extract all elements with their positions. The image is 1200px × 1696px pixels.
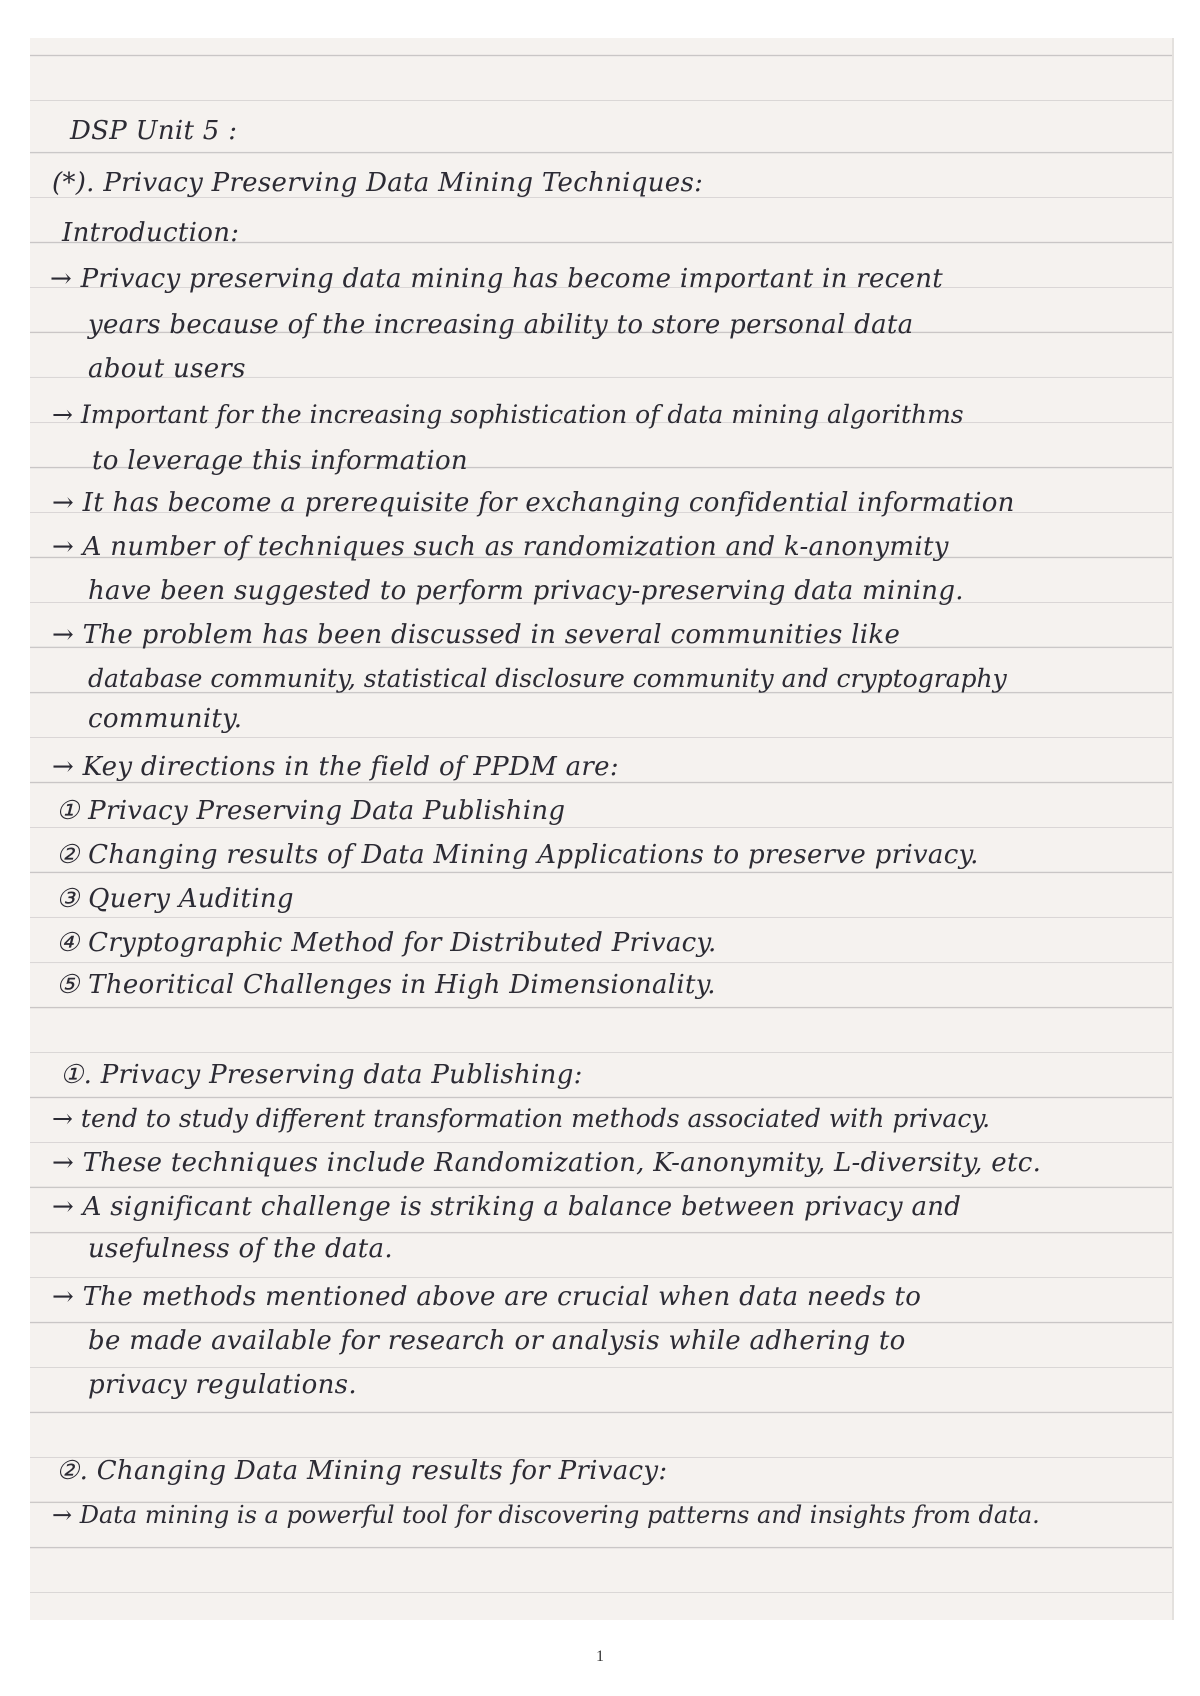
direction-item: ② Changing results of Data Mining Applications to preserve privacy.	[56, 840, 979, 870]
intro-line: community.	[88, 704, 243, 734]
section-line: → These techniques include Randomization, K-anonymity, L-diversity, etc.	[52, 1148, 1042, 1178]
intro-line: database community, statistical disclosure community and cryptography	[88, 664, 1007, 693]
notebook-page	[30, 38, 1174, 1620]
section-heading: ②. Changing Data Mining results for Privacy:	[56, 1456, 668, 1486]
section-line: → A significant challenge is striking a balance between privacy and	[52, 1192, 962, 1222]
section-line: privacy regulations.	[88, 1370, 357, 1400]
handwritten-notes	[30, 38, 1172, 1620]
intro-line: → Important for the increasing sophistication of data mining algorithms	[52, 400, 964, 429]
intro-line: have been suggested to perform privacy-preserving data mining.	[88, 576, 964, 606]
direction-item: ③ Query Auditing	[56, 884, 294, 914]
intro-line: → A number of techniques such as randomization and k-anonymity	[52, 532, 949, 562]
intro-line: to leverage this information	[92, 446, 468, 476]
intro-line: years because of the increasing ability to store personal data	[88, 310, 914, 340]
page-title: (*). Privacy Preserving Data Mining Techniques:	[52, 168, 704, 198]
section-line: → tend to study different transformation methods associated with privacy.	[52, 1104, 991, 1133]
direction-item: ① Privacy Preserving Data Publishing	[56, 796, 566, 826]
intro-line: about users	[88, 354, 246, 384]
section-line: usefulness of the data.	[88, 1234, 393, 1264]
section-heading: ①. Privacy Preserving data Publishing:	[60, 1060, 583, 1090]
section-line: → The methods mentioned above are crucial when data needs to	[52, 1282, 922, 1312]
section-line: be made available for research or analysis while adhering to	[88, 1326, 906, 1356]
section-line: → Data mining is a powerful tool for discovering patterns and insights from data.	[52, 1501, 1040, 1529]
intro-heading: Introduction:	[62, 218, 240, 248]
page-number: 1	[596, 1648, 604, 1665]
direction-item: ④ Cryptographic Method for Distributed Privacy.	[56, 928, 717, 958]
page-header: DSP Unit 5 :	[70, 116, 238, 146]
direction-item: ⑤ Theoritical Challenges in High Dimensionality.	[56, 970, 716, 1000]
intro-line: → It has become a prerequisite for exchanging confidential information	[52, 488, 1015, 518]
intro-line: → Privacy preserving data mining has become important in recent	[50, 264, 943, 294]
intro-line: → Key directions in the field of PPDM are:	[52, 752, 619, 782]
intro-line: → The problem has been discussed in several communities like	[52, 620, 901, 650]
